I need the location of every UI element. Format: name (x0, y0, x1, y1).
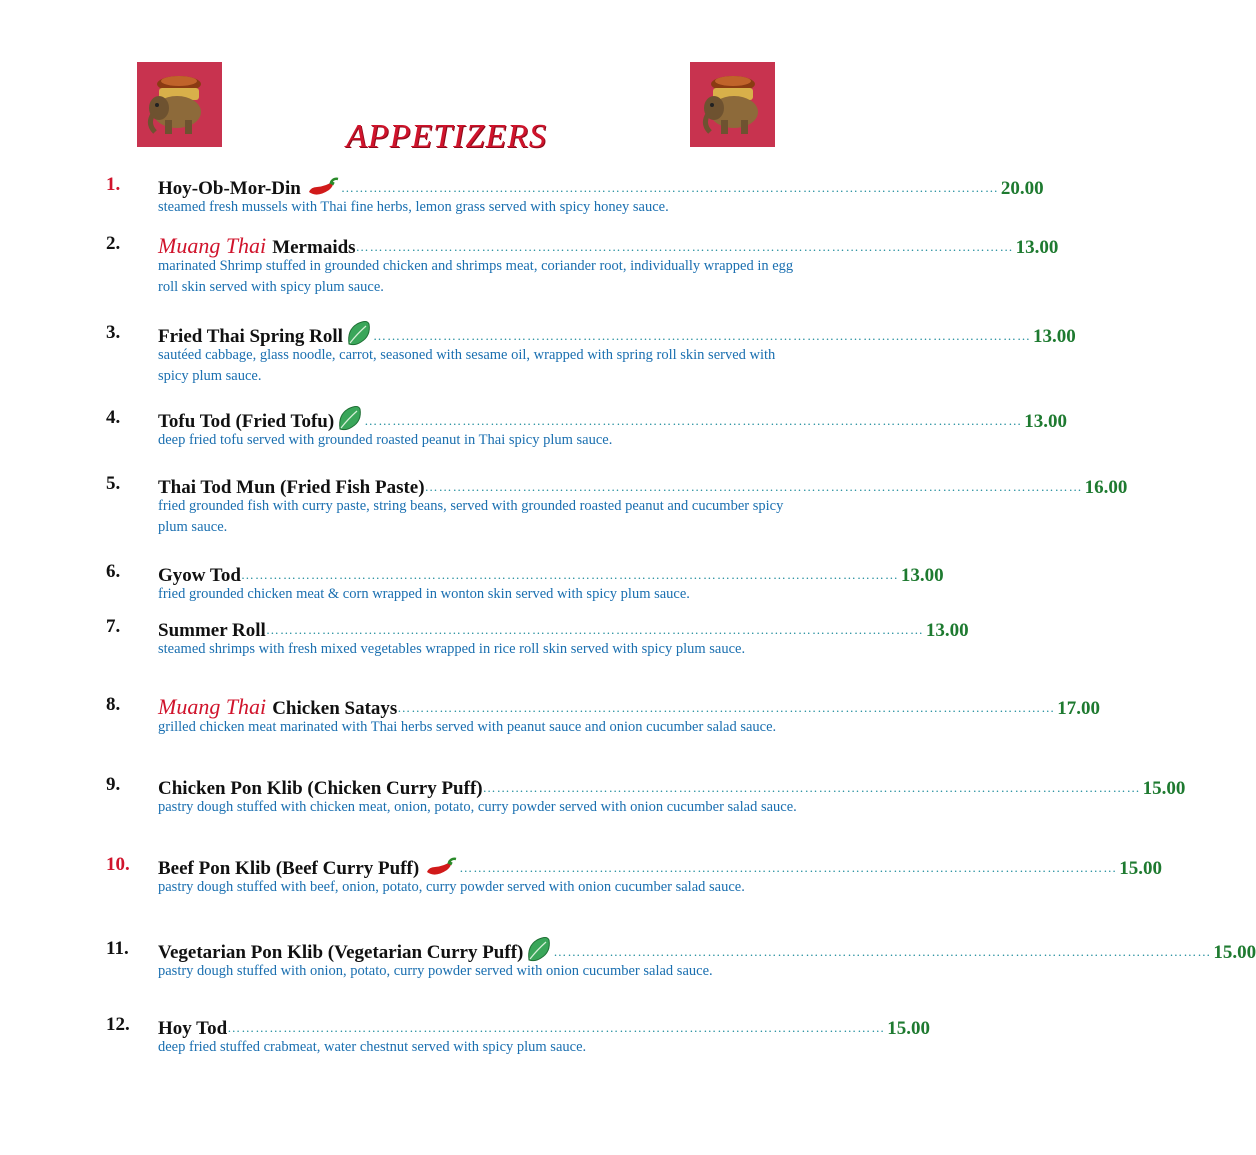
item-name: Chicken Satays (272, 698, 398, 719)
item-description: marinated Shrimp stuffed in grounded chicken and shrimps meat, coriander root, individually wrapped in egg roll skin served with spicy plum sauce. (158, 258, 794, 295)
item-description: fried grounded fish with curry paste, string beans, served with grounded roasted peanut and cucumber spicy plum sauce. (158, 498, 784, 535)
item-price: 17.00 (1057, 698, 1101, 719)
item-number: 2. (106, 233, 121, 254)
item-number: 3. (106, 322, 121, 343)
item-number: 6. (106, 561, 121, 582)
dot-leader: …………………………………………………………………………………………………………………………… (265, 622, 924, 637)
item-description: pastry dough stuffed with chicken meat, onion, potato, curry powder served with onion cucumber salad sauce. (158, 799, 797, 815)
item-price: 13.00 (1015, 237, 1059, 258)
item-name: Hoy Tod (158, 1018, 228, 1039)
item-price: 15.00 (1142, 778, 1186, 799)
item-description: fried grounded chicken meat & corn wrapped in wonton skin served with spicy plum sauce. (158, 586, 690, 602)
item-description: sautéed cabbage, glass noodle, carrot, seasoned with sesame oil, wrapped with spring roll skin served with spicy plum sauce. (158, 347, 776, 384)
item-price: 13.00 (900, 565, 944, 586)
page-title: APPETIZERS (346, 118, 547, 155)
item-price: 13.00 (925, 620, 969, 641)
dot-leader: …………………………………………………………………………………………………………………………… (482, 780, 1141, 795)
item-name: Mermaids (272, 237, 356, 258)
item-number: 1. (106, 174, 121, 195)
dot-leader: …………………………………………………………………………………………………………………………… (397, 700, 1056, 715)
item-description: grilled chicken meat marinated with Thai herbs served with peanut sauce and onion cucumber salad sauce. (158, 719, 777, 735)
item-name: Chicken Pon Klib (Chicken Curry Puff) (158, 778, 483, 799)
item-number: 11. (106, 938, 129, 959)
dot-leader: …………………………………………………………………………………………………………………………… (227, 1020, 886, 1035)
item-number: 7. (106, 616, 121, 637)
item-price: 13.00 (1024, 411, 1067, 432)
item-number: 8. (106, 694, 121, 715)
item-name: Thai Tod Mun (Fried Fish Paste) (158, 477, 425, 498)
item-description: pastry dough stuffed with beef, onion, potato, curry powder served with onion cucumber salad sauce. (158, 879, 745, 895)
leaf-icon (345, 320, 371, 348)
item-price: 16.00 (1084, 477, 1128, 498)
leaf-icon (336, 405, 362, 433)
restaurant-script-name: Muang Thai (158, 233, 267, 258)
item-name: Vegetarian Pon Klib (Vegetarian Curry Puff) (158, 942, 524, 963)
item-description: deep fried tofu served with grounded roasted peanut in Thai spicy plum sauce. (158, 432, 613, 448)
item-name: Hoy-Ob-Mor-Din (158, 178, 301, 199)
item-price: 20.00 (1000, 178, 1044, 199)
item-name: Beef Pon Klib (Beef Curry Puff) (158, 858, 420, 879)
item-description: deep fried stuffed crabmeat, water chestnut served with spicy plum sauce. (158, 1039, 587, 1055)
item-name: Gyow Tod (158, 565, 241, 586)
item-number: 10. (106, 854, 130, 875)
dot-leader: …………………………………………………………………………………………………………………………… (355, 239, 1014, 254)
dot-leader: …………………………………………………………………………………………………………………………… (364, 413, 1023, 428)
item-price: 13.00 (1032, 326, 1076, 347)
item-price: 15.00 (1213, 942, 1256, 963)
item-price: 15.00 (887, 1018, 930, 1039)
item-name: Fried Thai Spring Roll (158, 326, 343, 347)
item-description: steamed shrimps with fresh mixed vegetables wrapped in rice roll skin served with spicy plum sauce. (158, 641, 746, 657)
item-description: pastry dough stuffed with onion, potato, curry powder served with onion cucumber salad sauce. (158, 963, 713, 979)
item-number: 9. (106, 774, 121, 795)
item-description: steamed fresh mussels with Thai fine herbs, lemon grass served with spicy honey sauce. (158, 199, 669, 215)
dot-leader: …………………………………………………………………………………………………………………………… (553, 944, 1212, 959)
dot-leader: …………………………………………………………………………………………………………………………… (372, 328, 1031, 343)
item-number: 4. (106, 407, 121, 428)
dot-leader: …………………………………………………………………………………………………………………………… (424, 479, 1083, 494)
dot-leader: …………………………………………………………………………………………………………………………… (459, 860, 1118, 875)
dot-leader: …………………………………………………………………………………………………………………………… (240, 567, 899, 582)
item-price: 15.00 (1119, 858, 1162, 879)
item-number: 5. (106, 473, 121, 494)
item-name: Summer Roll (158, 620, 266, 641)
dot-leader: …………………………………………………………………………………………………………………………… (340, 180, 999, 195)
restaurant-script-name: Muang Thai (158, 694, 267, 719)
item-name: Tofu Tod (Fried Tofu) (158, 411, 335, 432)
leaf-icon (525, 936, 551, 964)
item-number: 12. (106, 1014, 130, 1035)
